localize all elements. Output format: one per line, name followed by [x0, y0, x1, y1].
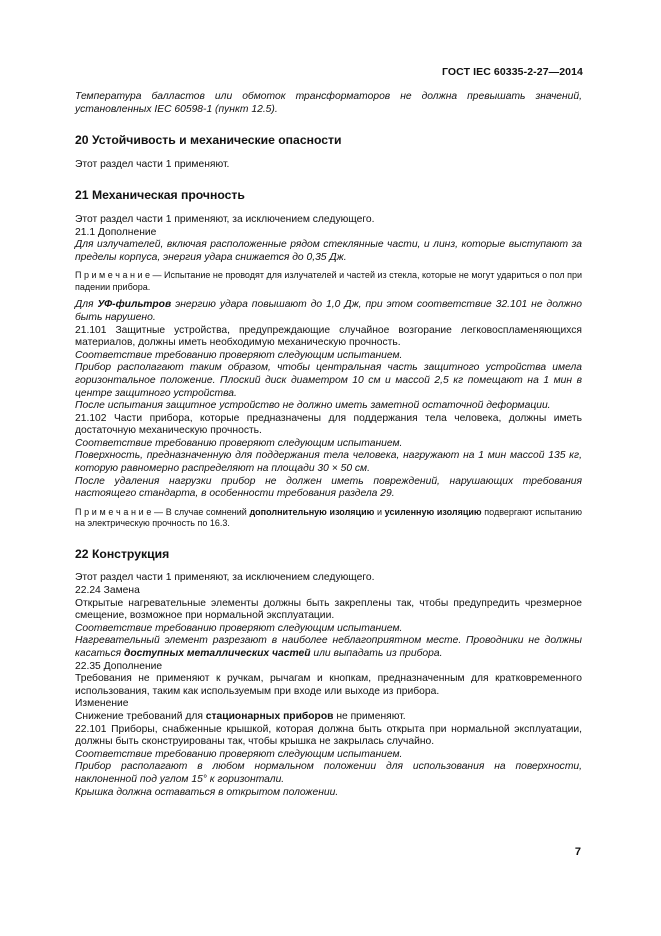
- document-header-id: ГОСТ IEC 60335-2-27—2014: [441, 66, 583, 78]
- clause-21-101: 21.101 Защитные устройства, предупреждающие случайное возгорание легковоспламеняющихся материалов, должны иметь необходимую механическую прочность.: [75, 324, 582, 349]
- page-content: [75, 91, 582, 799]
- clause-22-101: 22.101 Приборы, снабженные крышкой, которая должна быть открыта при нормальной эксплуатации, должны быть сконструированы так, чтобы крышка не закрылась случайно.: [75, 723, 582, 748]
- section-20-title: 20 Устойчивость и механические опасности: [75, 133, 342, 148]
- section-21-intro: Этот раздел части 1 применяют, за исключением следующего.: [75, 213, 375, 225]
- text-span: Для: [75, 299, 98, 311]
- clause-21-102: 21.102 Части прибора, которые предназначены для поддержания тела человека, должны иметь достаточную механическую прочность.: [75, 412, 582, 437]
- change-label: Изменение: [75, 698, 129, 710]
- test-procedure-3: [75, 635, 582, 660]
- term-supplementary-insulation: дополнительную изоляцию: [249, 506, 375, 517]
- text-span: — В случае сомнений: [154, 506, 250, 517]
- note-text: — Испытание не проводят для излучателей и частей из стекла, которые не могут удариться о пол при падении прибора.: [75, 270, 582, 292]
- note-label: П р и м е ч а н и е: [75, 506, 152, 517]
- note-21-1: [75, 270, 582, 293]
- page-number: 7: [574, 846, 581, 858]
- compliance-check-3: Соответствие требованию проверяют следующим испытанием.: [75, 622, 403, 634]
- term-accessible-metal-parts: доступных металлических частей: [123, 648, 311, 659]
- section-21-title: 21 Механическая прочность: [75, 188, 245, 203]
- paragraph-22-35: Требования не применяют к ручкам, рычагам и кнопкам, предназначенным для кратковременного использования, таким как используемым при входе или выходе из прибора.: [75, 673, 582, 697]
- subsection-22-35-title: 22.35 Дополнение: [75, 660, 163, 672]
- section-22-intro: Этот раздел части 1 применяют, за исключением следующего.: [75, 572, 375, 584]
- compliance-check-1: Соответствие требованию проверяют следующим испытанием.: [75, 349, 403, 361]
- section-20-text: Этот раздел части 1 применяют.: [75, 158, 230, 170]
- subsection-22-24-title: 22.24 Замена: [75, 585, 140, 597]
- text-span: или выпадать из прибора.: [310, 648, 443, 659]
- compliance-check-4: Соответствие требованию проверяют следующим испытанием.: [75, 748, 403, 760]
- paragraph-uv-filters: [75, 299, 582, 324]
- paragraph-ballast-temperature: Температура балластов или обмоток трансформаторов не должна превышать значений, установленных IEC 60598-1 (пункт 12.5).: [75, 91, 582, 115]
- term-reinforced-insulation: усиленную изоляцию: [384, 506, 482, 517]
- test-procedure-2: Поверхность, предназначенную для поддержания тела человека, нагружают на 1 мин массой 135 кг, которую равномерно распределяют на площади 30 × 50 см.: [75, 450, 582, 475]
- paragraph-emitters-energy: Для излучателей, включая расположенные рядом стеклянные части, и линз, которые выступают за пределы корпуса, энергия удара снижается до 0,35 Дж.: [75, 239, 582, 263]
- test-procedure-1: Прибор располагают таким образом, чтобы центральная часть защитного устройства имела горизонтальное положение. Плоский диск диаметром 10 см и массой 2,5 кг помещают на 1 мин в центре защитного устройства.: [75, 362, 582, 399]
- test-procedure-4: Прибор располагают в любом нормальном положении для использования на поверхности, наклоненной под углом 15° к горизонтали.: [75, 761, 582, 785]
- term-stationary-appliances: стационарных приборов: [205, 710, 334, 722]
- text-span: Снижение требований для: [75, 710, 206, 722]
- note-label: П р и м е ч а н и е: [75, 270, 150, 281]
- note-21-102: [75, 507, 582, 530]
- text-span: и: [374, 506, 385, 517]
- text-span: не применяют.: [333, 710, 406, 722]
- text-span: Нагревательный элемент разрезают в наиболее неблагоприятном месте. Проводники не должны касаться: [75, 635, 582, 659]
- text-span: энергию удара повышают до 1,0 Дж, при этом соответствие 32.101 не должно быть нарушено.: [75, 299, 582, 323]
- test-result-2: После удаления нагрузки прибор не должен иметь повреждений, нарушающих требования настоящего стандарта, в особенности требования раздела 29.: [75, 475, 582, 500]
- compliance-check-2: Соответствие требованию проверяют следующим испытанием.: [75, 437, 403, 449]
- test-result-4: Крышка должна оставаться в открытом положении.: [75, 786, 339, 798]
- text-span: подвергают испытанию на электрическую прочность по 16.3.: [75, 506, 582, 529]
- section-22-title: 22 Конструкция: [75, 546, 170, 561]
- subsection-21-1-title: 21.1 Дополнение: [75, 226, 157, 238]
- paragraph-22-24: Открытые нагревательные элементы должны быть закреплены так, чтобы предупредить чрезмерное смещение, возможное при нормальной эксплуатации.: [75, 597, 582, 622]
- term-uv-filters: УФ-фильтров: [97, 299, 172, 311]
- test-result-1: После испытания защитное устройство не должно иметь заметной остаточной деформации.: [75, 400, 551, 412]
- paragraph-stationary: [75, 711, 582, 724]
